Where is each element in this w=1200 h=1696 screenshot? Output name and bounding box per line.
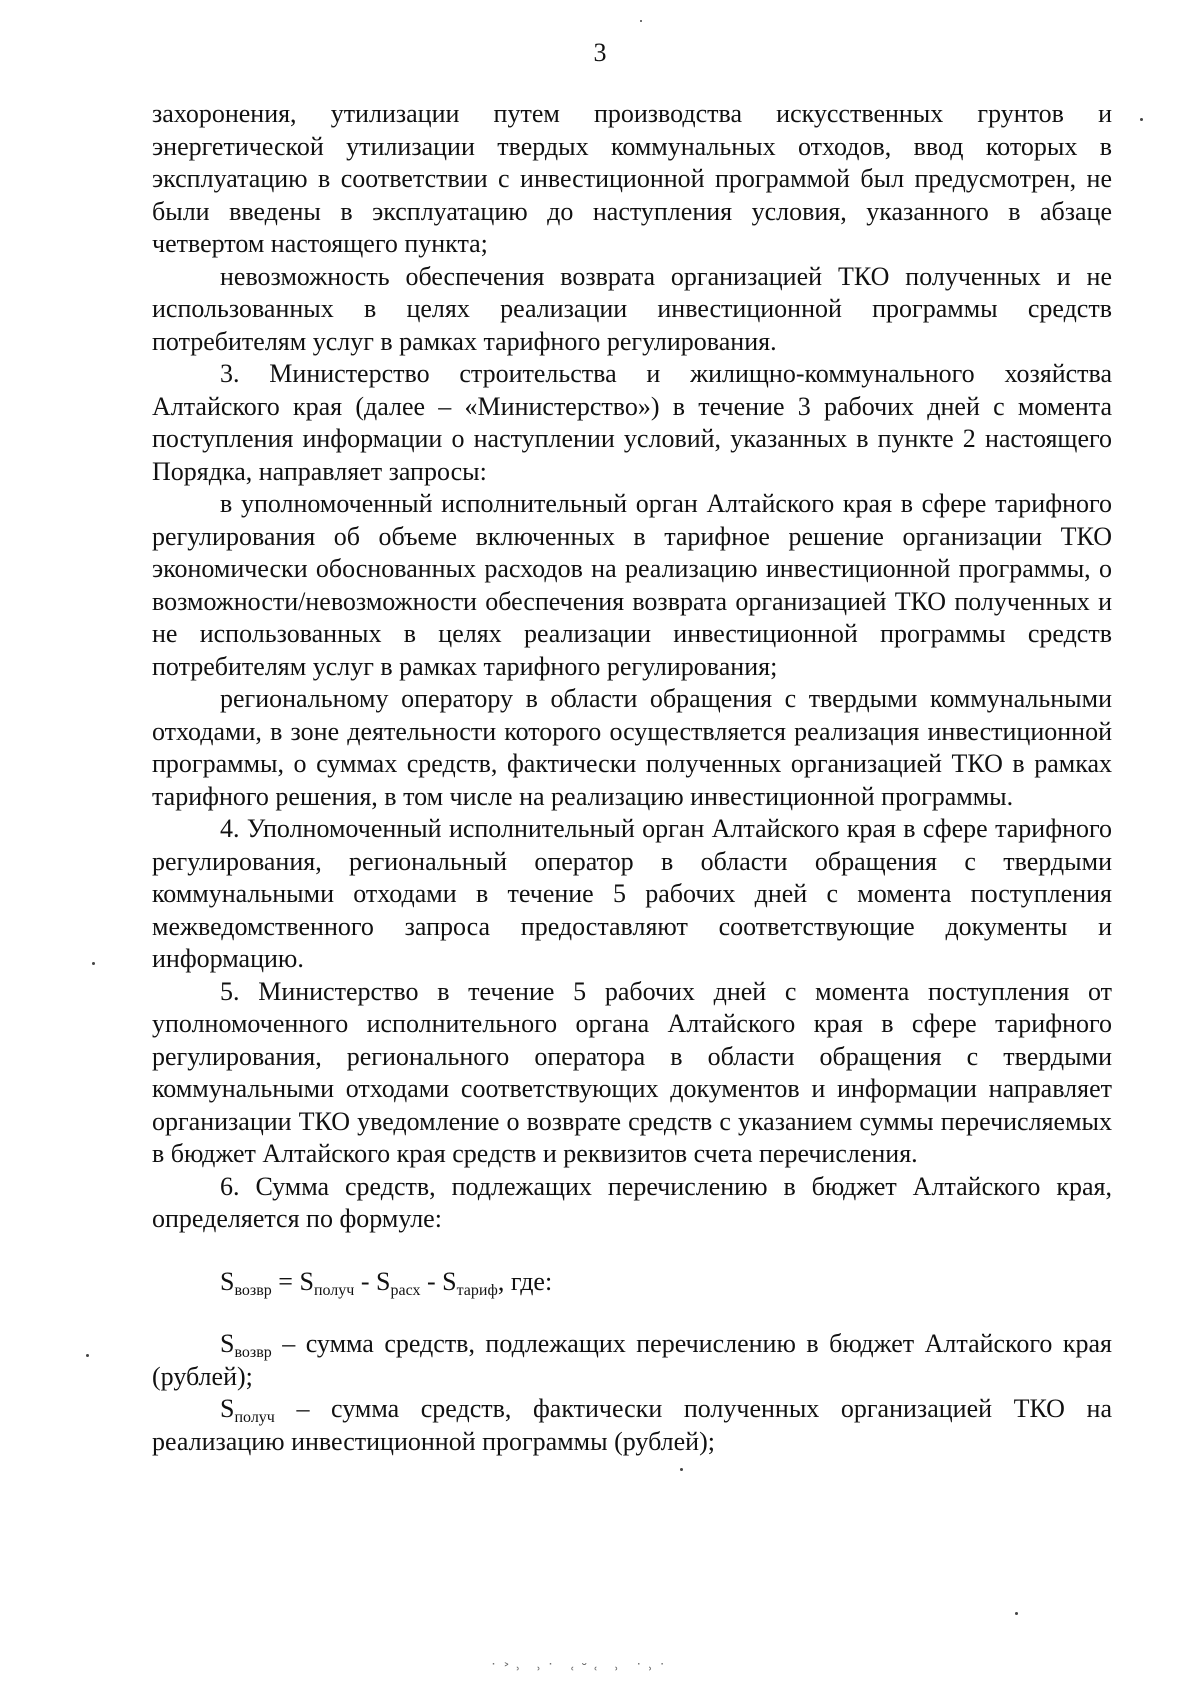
formula-s-return: $S_{возвр}$ [220, 1266, 272, 1299]
page-number: 3 [593, 38, 607, 67]
paragraph-request-tariff-body: в уполномоченный исполнительный орган Алтайского края в сфере тарифного регулирования об объеме включенных в тарифное решение организации ТКО экономически обоснованных расходов на реализацию инвестиционной программы, о возможности/невозможности обеспечения возврата организацией ТКО полученных и не использованных в целях реализации инвестиционной программы средств потребителям услуг в рамках тарифного регулирования; [152, 489, 1112, 681]
scan-speck [86, 1354, 89, 1357]
paragraph-impossibility-return: невозможность обеспечения возврата организацией ТКО полученных и не использованных в целях реализации инвестиционной программы средств потребителям услуг в рамках тарифного регулирования. [152, 261, 1112, 356]
scan-speck [680, 1468, 683, 1471]
formula: $S_{возвр} = S_{получ} - S_{расх} - S_{тариф}$, где: [220, 1266, 553, 1299]
paragraph-continuation: захоронения, утилизации путем производства искусственных грунтов и энергетической утилизации твердых коммунальных отходов, ввод которых в эксплуатацию в соответствии с инвестиционной программой был предусмотрен, не были введены в эксплуатацию до наступления условия, указанного в абзаце четвертом настоящего пункта; [152, 99, 1112, 258]
scan-noise-marks: ˙˃˒ ˒˙ ˓˘˓ ˒ ˙˒˙ [490, 1662, 672, 1678]
definition-s-received: $S_{получ}$ – сумма средств, фактически полученных организацией ТКО на реализацию инвестиционной программы (рублей); [152, 1394, 1112, 1456]
scan-speck [1015, 1612, 1018, 1615]
scan-speck [1140, 118, 1143, 121]
formula-s-expenses: $S_{расх}$ [376, 1266, 421, 1299]
paragraph-item-6: 6. Сумма средств, подлежащих перечислению в бюджет Алтайского края, определяется по формуле: [152, 1171, 1112, 1233]
paragraph-item-5: 5. Министерство в течение 5 рабочих дней с момента поступления от уполномоченного исполнительного органа Алтайского края в сфере тарифного регулирования, регионального оператора в области обращения с твердыми коммунальными отходами соответствующих документов и информации направляет организации ТКО уведомление о возврате средств с указанием суммы перечисляемых в бюджет Алтайского края средств и реквизитов счета перечисления. [152, 976, 1112, 1168]
scan-speck [92, 962, 95, 965]
document-body [152, 98, 1112, 1458]
paragraph-item-3: 3. Министерство строительства и жилищно-коммунального хозяйства Алтайского края (далее – «Министерство») в течение 3 рабочих дней с момента поступления информации о наступлении условий, указанных в пункте 2 настоящего Порядка, направляет запросы: [152, 359, 1112, 486]
definition-s-return: $S_{возвр}$ – сумма средств, подлежащих перечислению в бюджет Алтайского края (рублей); [152, 1329, 1112, 1391]
paragraph-request-regional-operator: региональному оператору в области обращения с твердыми коммунальными отходами, в зоне деятельности которого осуществляется реализация инвестиционной программы, о суммах средств, фактически полученных организацией ТКО в рамках тарифного решения, в том числе на реализацию инвестиционной программы. [152, 684, 1112, 811]
paragraph-item-4: 4. Уполномоченный исполнительный орган Алтайского края в сфере тарифного регулирования, региональный оператор в области обращения с твердыми коммунальными отходами в течение 5 рабочих дней с момента поступления межведомственного запроса предоставляют соответствующие документы и информацию. [152, 814, 1112, 973]
formula-s-received: $S_{получ}$ [299, 1266, 355, 1299]
formula-s-tariff: $S_{тариф}$ [442, 1266, 498, 1299]
scan-speck [640, 20, 642, 22]
